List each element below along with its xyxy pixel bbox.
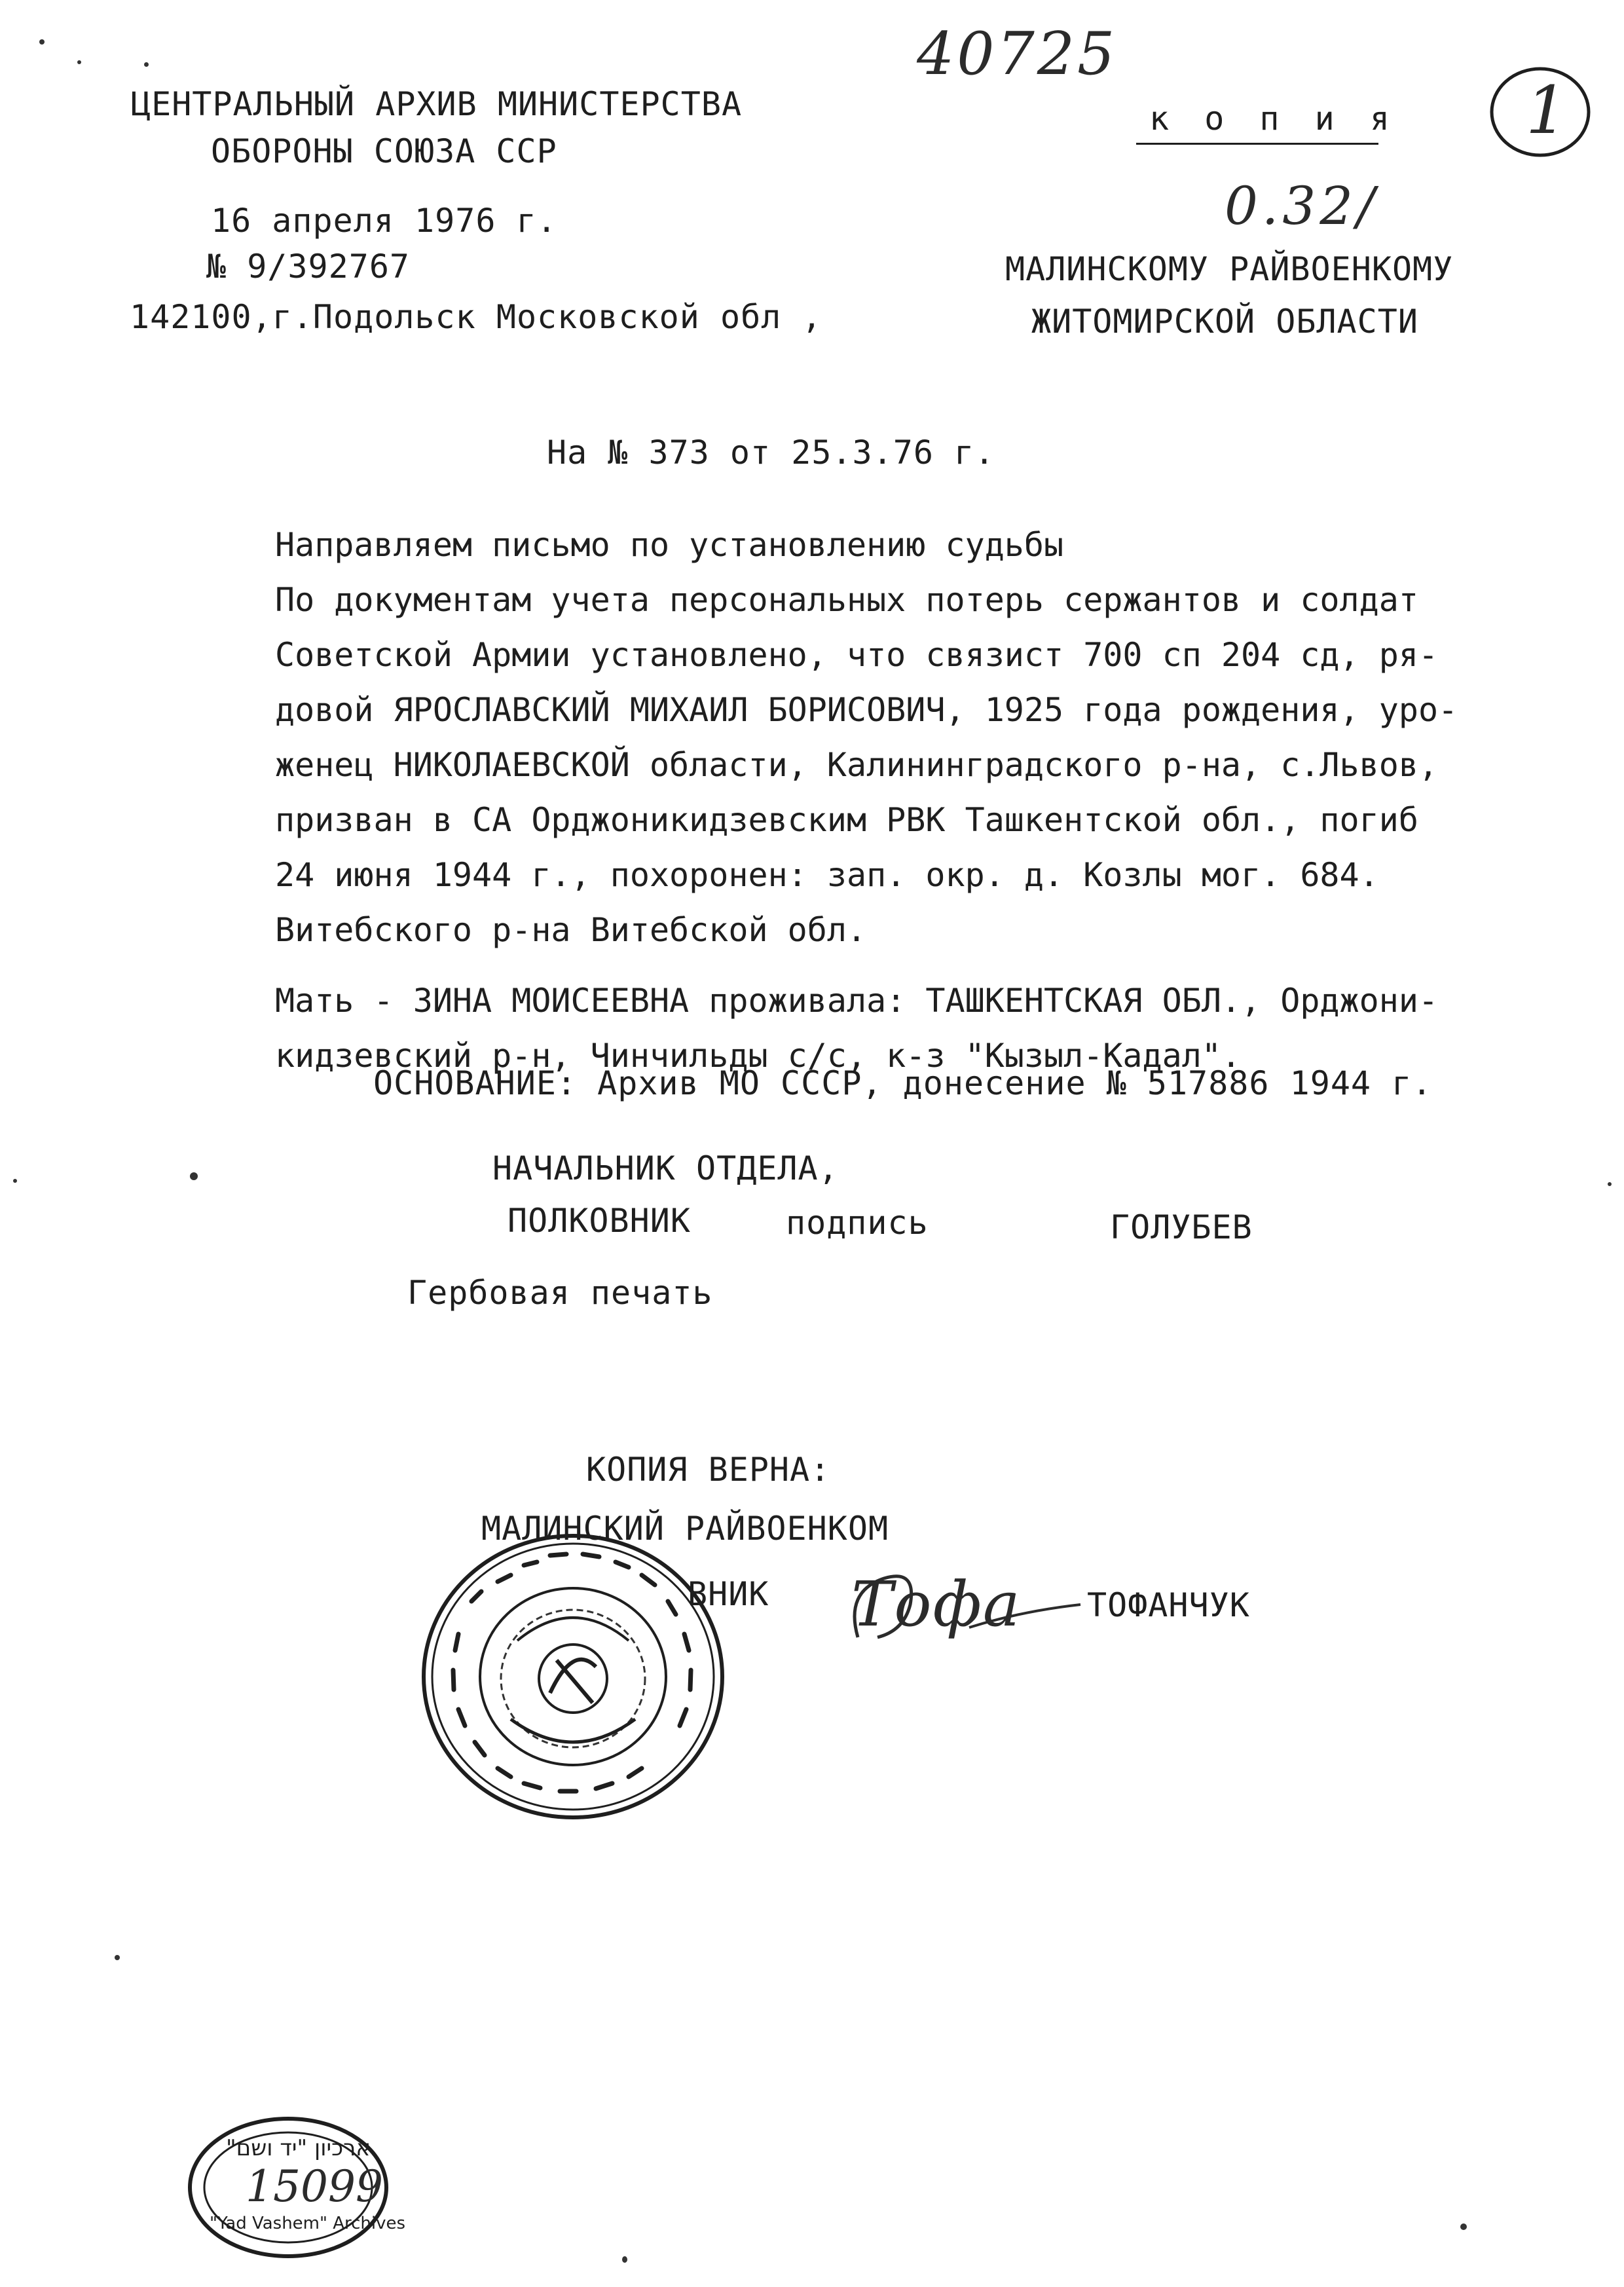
signatory-title2: ПОЛКОВНИК — [507, 1202, 691, 1240]
recipient-line1: МАЛИНСКОМУ РАЙВОЕНКОМУ — [1005, 250, 1454, 288]
certifier-name: ТОФАНЧУК — [1087, 1586, 1250, 1624]
body-line: призван в СА Орджоникидзевским РВК Ташкентской обл., погиб — [275, 801, 1418, 839]
sender-org-line1: ЦЕНТРАЛЬНЫЙ АРХИВ МИНИСТЕРСТВА — [131, 85, 743, 123]
seal-note: Гербовая печать — [407, 1274, 713, 1312]
recipient-line2: ЖИТОМИРСКОЙ ОБЛАСТИ — [1031, 303, 1418, 341]
handwritten-signature: Тофа — [851, 1569, 1022, 1641]
scan-speck — [144, 62, 149, 67]
official-seal — [419, 1529, 727, 1824]
archive-stamp-hebrew: ארכיון "יד ושם" — [226, 2135, 371, 2161]
scan-speck — [190, 1172, 198, 1180]
letter-body — [275, 517, 1480, 1083]
archive-stamp-english: "Yad Vashem" Archives — [210, 2214, 406, 2233]
scan-speck — [39, 39, 45, 45]
scan-speck — [77, 60, 81, 64]
body-line: 24 июня 1944 г., похоронен: зап. окр. д. Козлы мог. 684. — [275, 856, 1379, 894]
body-line: Витебского р-на Витебской обл. — [275, 911, 867, 949]
sender-address: 142100,г.Подольск Московской обл , — [130, 298, 822, 336]
handwritten-ref-number: 0.32/ — [1225, 176, 1379, 236]
certification-line1: КОПИЯ ВЕРНА: — [586, 1451, 831, 1489]
basis-line: ОСНОВАНИЕ: Архив МО СССР, донесение № 517886 1944 г. — [373, 1064, 1433, 1102]
body-line: кидзевский р-н, Чинчильды с/с, к-з "Кызыл-Кадал". — [275, 1037, 1242, 1075]
signature-flourish — [838, 1565, 1087, 1650]
body-line: Советской Армии установлено, что связист 700 сп 204 сд, ря- — [275, 636, 1439, 674]
copy-label: к о п и я — [1149, 100, 1397, 138]
sender-org-line2: ОБОРОНЫ СОЮЗА ССР — [211, 132, 557, 170]
body-line: Мать - ЗИНА МОИСЕЕВНА проживала: ТАШКЕНТСКАЯ ОБЛ., Орджони- — [275, 982, 1439, 1020]
signatory-name: ГОЛУБЕВ — [1110, 1208, 1253, 1246]
certification-line3: ВНИК — [688, 1575, 769, 1613]
copy-label-underline — [1136, 143, 1378, 145]
scan-speck — [622, 2256, 627, 2263]
body-line: По документам учета персональных потерь сержантов и солдат — [275, 581, 1418, 619]
scan-speck — [13, 1179, 17, 1183]
signatory-title1: НАЧАЛЬНИК ОТДЕЛА, — [492, 1149, 839, 1187]
page-number: 1 — [1526, 72, 1568, 149]
letter-date: 16 апреля 1976 г. — [211, 202, 557, 240]
handwritten-archive-number: 40725 — [917, 20, 1118, 88]
letter-number: № 9/392767 — [206, 248, 411, 286]
body-line: довой ЯРОСЛАВСКИЙ МИХАИЛ БОРИСОВИЧ, 1925 года рождения, уро- — [275, 691, 1458, 729]
certification-line2: МАЛИНСКИЙ РАЙВОЕНКОМ — [481, 1510, 889, 1548]
archive-stamp-number: 15099 — [246, 2161, 383, 2212]
reference-line: На № 373 от 25.3.76 г. — [547, 434, 995, 472]
body-line: женец НИКОЛАЕВСКОЙ области, Калининградского р-на, с.Львов, — [275, 746, 1439, 784]
scan-speck — [115, 1955, 120, 1960]
body-line: Направляем письмо по установлению судьбы — [275, 526, 1064, 564]
signature-word: подпись — [786, 1204, 929, 1242]
scan-speck — [1460, 2223, 1467, 2230]
scan-speck — [1608, 1182, 1612, 1186]
